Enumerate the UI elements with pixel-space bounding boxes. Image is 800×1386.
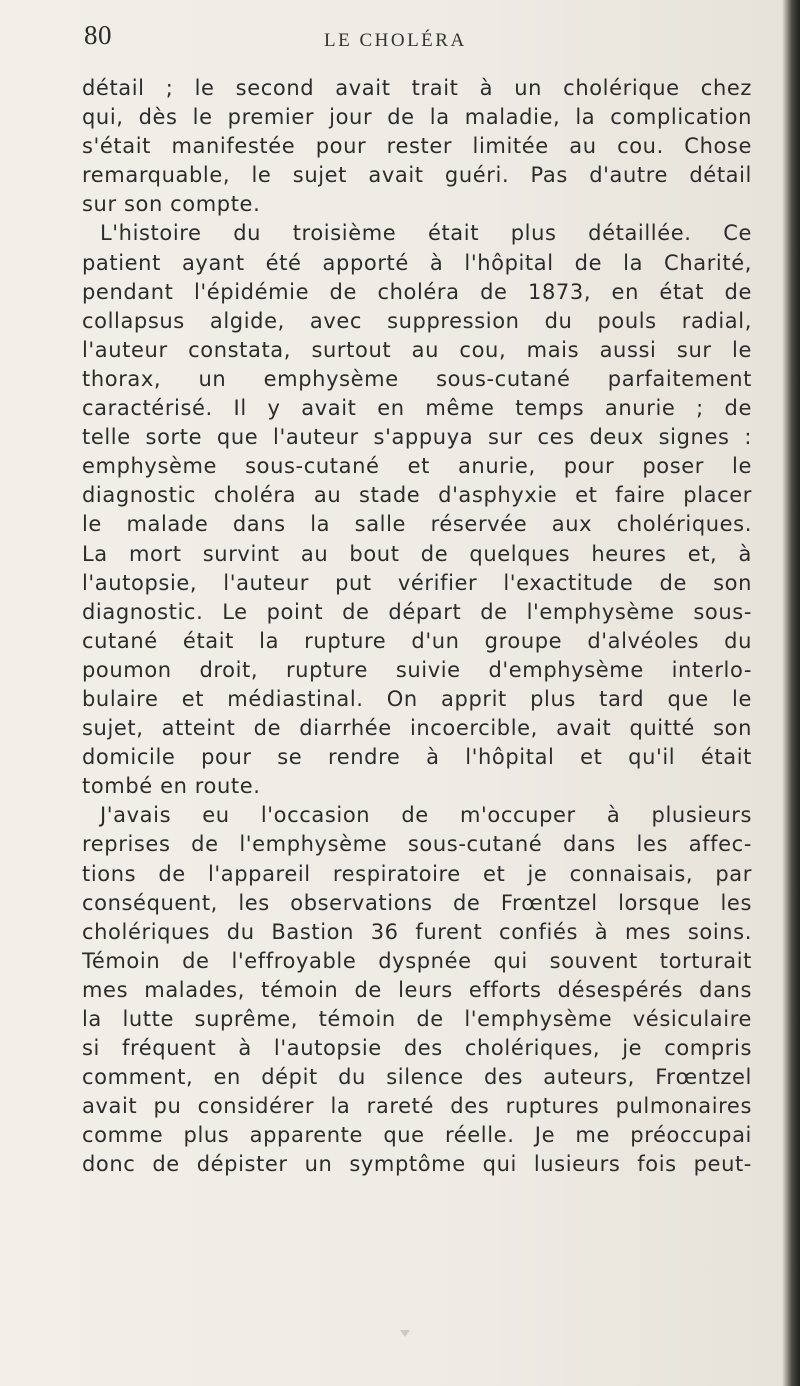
text-line: reprises de l'emphysème sous-cutané dans les affec- — [82, 832, 752, 857]
text-line: comment, en dépit du silence des auteurs, Frœntzel — [82, 1065, 752, 1090]
text-line: si fréquent à l'autopsie des cholériques, je compris — [82, 1036, 752, 1061]
text-line: poumon droit, rupture suivie d'emphysème interlo- — [82, 657, 752, 682]
text-line: conséquent, les observations de Frœntzel lorsque les — [82, 890, 752, 915]
text-line: détail ; le second avait trait à un cholérique chez — [82, 76, 752, 100]
text-line: sujet, atteint de diarrhée incoercible, avait quitté son — [82, 716, 752, 741]
text-line: sur son compte. — [82, 192, 261, 217]
text-line: tions de l'appareil respiratoire et je connaisais, par — [82, 861, 752, 886]
text-line: Témoin de l'effroyable dyspnée qui souvent torturait — [82, 948, 752, 973]
text-line: telle sorte que l'auteur s'appuya sur ces deux signes : — [82, 425, 752, 450]
text-line: J'avais eu l'occasion de m'occuper à plusieurs — [100, 803, 752, 828]
text-line: s'était manifestée pour rester limitée au cou. Chose — [82, 134, 752, 159]
body-text — [82, 74, 752, 1180]
text-line: diagnostic. Le point de départ de l'emphysème sous- — [82, 599, 752, 624]
text-line: domicile pour se rendre à l'hôpital et qu'il était — [82, 745, 752, 770]
text-line: bulaire et médiastinal. On apprit plus tard que le — [82, 686, 752, 711]
text-line: cholériques du Bastion 36 furent confiés à mes soins. — [82, 919, 752, 944]
text-line: La mort survint au bout de quelques heures et, à — [82, 541, 752, 566]
text-line: diagnostic choléra au stade d'asphyxie et faire placer — [82, 483, 752, 508]
text-line: mes malades, témoin de leurs efforts désespérés dans — [82, 977, 752, 1002]
text-line: remarquable, le sujet avait guéri. Pas d'autre détail — [82, 163, 752, 188]
text-line: emphysème sous-cutané et anurie, pour poser le — [82, 454, 752, 479]
text-line: thorax, un emphysème sous-cutané parfaitement — [82, 366, 752, 391]
text-line: cutané était la rupture d'un groupe d'alvéoles du — [82, 628, 752, 653]
text-line: collapsus algide, avec suppression du pouls radial, — [82, 308, 752, 333]
text-line: qui, dès le premier jour de la maladie, la complication — [82, 105, 752, 130]
text-line: l'autopsie, l'auteur put vérifier l'exactitude de son — [82, 570, 752, 595]
text-line: donc de dépister un symptôme qui lusieurs fois peut- — [82, 1152, 752, 1177]
page-footer-mark — [400, 1330, 410, 1337]
page-number: 80 — [84, 20, 112, 50]
running-head: LE CHOLÉRA — [324, 30, 467, 51]
text-line: la lutte suprême, témoin de l'emphysème vésiculaire — [82, 1007, 752, 1031]
text-line: patient ayant été apporté à l'hôpital de la Charité, — [82, 250, 752, 275]
text-line: comme plus apparente que réelle. Je me préoccupai — [82, 1123, 752, 1148]
page-edge-shadow — [782, 0, 800, 1386]
text-line: L'histoire du troisième était plus détaillée. Ce — [100, 221, 752, 246]
text-line: avait pu considérer la rareté des ruptures pulmonaires — [82, 1094, 752, 1119]
text-line: l'auteur constata, surtout au cou, mais aussi sur le — [82, 337, 752, 362]
text-line: pendant l'épidémie de choléra de 1873, en état de — [82, 279, 752, 304]
text-line: tombé en route. — [82, 774, 261, 799]
text-line: caractérisé. Il y avait en même temps anurie ; de — [82, 396, 752, 421]
text-line: le malade dans la salle réservée aux cholériques. — [82, 512, 752, 537]
